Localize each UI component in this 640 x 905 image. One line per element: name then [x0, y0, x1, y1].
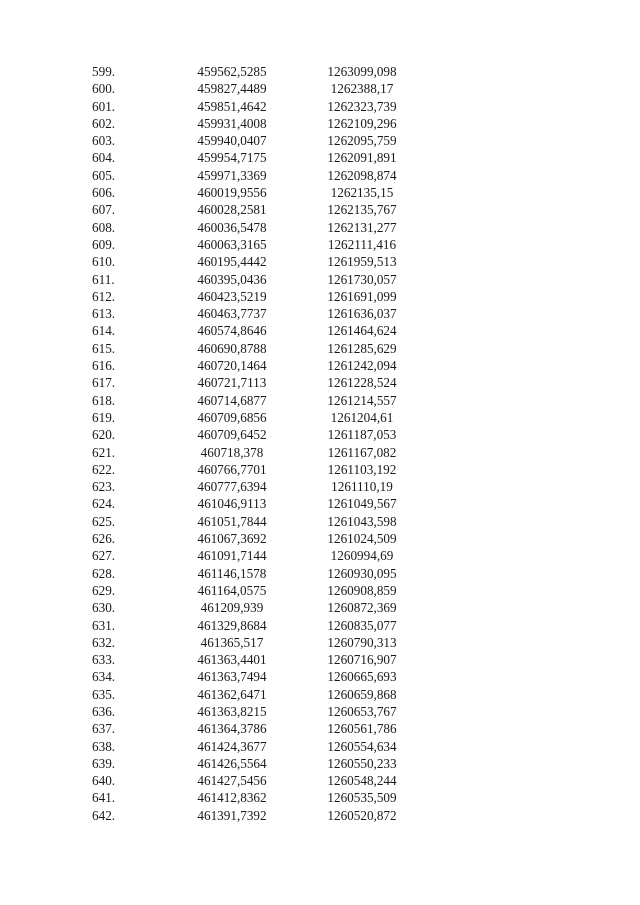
- point-number-cell: 620.: [92, 427, 116, 443]
- x-coordinate-cell: 460709,6856: [197, 409, 267, 425]
- x-coordinate-cell: 460720,1464: [197, 358, 267, 374]
- point-number-cell: 599.: [92, 64, 116, 79]
- x-coordinate-cell: 459827,4489: [197, 81, 267, 97]
- table-row: [0, 98, 640, 115]
- point-number-cell: 625.: [92, 513, 116, 529]
- x-coordinate-cell: 460463,7737: [197, 306, 267, 322]
- x-coordinate-cell: 460036,5478: [197, 219, 267, 235]
- table-row: [0, 495, 640, 512]
- x-coordinate-cell: 460709,6452: [197, 427, 267, 443]
- y-coordinate-cell: 1260872,369: [327, 600, 397, 616]
- x-coordinate-cell: 459971,3369: [197, 167, 267, 183]
- table-row: [0, 513, 640, 530]
- x-coordinate-cell: 460019,9556: [197, 185, 267, 201]
- y-coordinate-cell: 1260535,509: [327, 790, 397, 806]
- x-coordinate-cell: 460690,8788: [197, 340, 267, 356]
- y-coordinate-cell: 1261110,19: [331, 479, 393, 495]
- table-row: [0, 340, 640, 357]
- point-number-cell: 637.: [92, 721, 116, 737]
- y-coordinate-cell: 1260908,859: [327, 582, 397, 598]
- y-coordinate-cell: 1260994,69: [330, 548, 394, 564]
- x-coordinate-cell: 460721,7113: [197, 375, 267, 391]
- point-number-cell: 634.: [92, 669, 116, 685]
- table-row: [0, 547, 640, 564]
- table-row: [0, 80, 640, 97]
- x-coordinate-cell: 461146,1578: [197, 565, 267, 581]
- y-coordinate-cell: 1262091,891: [327, 150, 397, 166]
- y-coordinate-cell: 1261103,192: [327, 461, 397, 477]
- point-number-cell: 635.: [92, 686, 116, 702]
- x-coordinate-cell: 460028,2581: [197, 202, 267, 218]
- x-coordinate-cell: 461051,7844: [197, 513, 267, 529]
- table-row: [0, 392, 640, 409]
- y-coordinate-cell: 1261242,094: [327, 358, 397, 374]
- x-coordinate-cell: 460718,378: [200, 444, 264, 460]
- y-coordinate-cell: 1261636,037: [327, 306, 397, 322]
- table-row: [0, 374, 640, 391]
- x-coordinate-cell: 461091,7144: [197, 548, 267, 564]
- point-number-cell: 630.: [92, 600, 116, 616]
- point-number-cell: 613.: [92, 306, 116, 322]
- table-row: [0, 772, 640, 789]
- point-number-cell: 624.: [92, 496, 116, 512]
- point-number-cell: 609.: [92, 236, 116, 252]
- y-coordinate-cell: 1263099,098: [327, 64, 397, 79]
- y-coordinate-cell: 1261285,629: [327, 340, 397, 356]
- x-coordinate-cell: 460574,8646: [197, 323, 267, 339]
- table-row: [0, 305, 640, 322]
- x-coordinate-cell: 461427,5456: [197, 773, 267, 789]
- y-coordinate-cell: 1260790,313: [327, 634, 397, 650]
- point-number-cell: 610.: [92, 254, 116, 270]
- table-row: [0, 219, 640, 236]
- point-number-cell: 636.: [92, 703, 116, 719]
- y-coordinate-cell: 1262323,739: [327, 98, 397, 114]
- table-row: [0, 236, 640, 253]
- table-row: [0, 426, 640, 443]
- table-row: [0, 617, 640, 634]
- point-number-cell: 600.: [92, 81, 116, 97]
- table-row: [0, 668, 640, 685]
- y-coordinate-cell: 1262095,759: [327, 133, 397, 149]
- x-coordinate-cell: 461329,8684: [197, 617, 267, 633]
- x-coordinate-cell: 461365,517: [200, 634, 264, 650]
- y-coordinate-cell: 1261691,099: [327, 288, 397, 304]
- x-coordinate-cell: 459562,5285: [197, 64, 267, 79]
- y-coordinate-cell: 1261730,057: [327, 271, 397, 287]
- coordinate-table: [0, 63, 640, 824]
- y-coordinate-cell: 1260835,077: [327, 617, 397, 633]
- x-coordinate-cell: 461412,8362: [197, 790, 267, 806]
- y-coordinate-cell: 1262098,874: [327, 167, 397, 183]
- table-row: [0, 807, 640, 824]
- table-row: [0, 599, 640, 616]
- point-number-cell: 617.: [92, 375, 116, 391]
- point-number-cell: 640.: [92, 773, 116, 789]
- table-row: [0, 478, 640, 495]
- point-number-cell: 605.: [92, 167, 116, 183]
- table-row: [0, 738, 640, 755]
- x-coordinate-cell: 461209,939: [200, 600, 264, 616]
- y-coordinate-cell: 1262135,15: [330, 185, 394, 201]
- point-number-cell: 602.: [92, 115, 116, 131]
- point-number-cell: 612.: [92, 288, 116, 304]
- point-number-cell: 604.: [92, 150, 116, 166]
- y-coordinate-cell: 1262388,17: [330, 81, 394, 97]
- table-row: [0, 253, 640, 270]
- table-row: [0, 115, 640, 132]
- table-row: [0, 167, 640, 184]
- y-coordinate-cell: 1261464,624: [327, 323, 397, 339]
- table-row: [0, 686, 640, 703]
- x-coordinate-cell: 461046,9113: [197, 496, 267, 512]
- point-number-cell: 627.: [92, 548, 116, 564]
- y-coordinate-cell: 1262109,296: [327, 115, 397, 131]
- point-number-cell: 616.: [92, 358, 116, 374]
- table-row: [0, 184, 640, 201]
- point-number-cell: 639.: [92, 755, 116, 771]
- point-number-cell: 619.: [92, 409, 116, 425]
- table-row: [0, 634, 640, 651]
- x-coordinate-cell: 461067,3692: [197, 531, 267, 547]
- y-coordinate-cell: 1261187,053: [327, 427, 397, 443]
- x-coordinate-cell: 461424,3677: [197, 738, 267, 754]
- point-number-cell: 603.: [92, 133, 116, 149]
- x-coordinate-cell: 460714,6877: [197, 392, 267, 408]
- y-coordinate-cell: 1260930,095: [327, 565, 397, 581]
- point-number-cell: 606.: [92, 185, 116, 201]
- y-coordinate-cell: 1262131,277: [327, 219, 397, 235]
- y-coordinate-cell: 1261167,082: [327, 444, 397, 460]
- point-number-cell: 618.: [92, 392, 116, 408]
- table-row: [0, 444, 640, 461]
- table-row: [0, 461, 640, 478]
- table-row: [0, 322, 640, 339]
- table-row: [0, 720, 640, 737]
- x-coordinate-cell: 460766,7701: [197, 461, 267, 477]
- y-coordinate-cell: 1260548,244: [327, 773, 397, 789]
- table-row: [0, 201, 640, 218]
- table-row: [0, 651, 640, 668]
- y-coordinate-cell: 1261043,598: [327, 513, 397, 529]
- table-row: [0, 63, 640, 80]
- x-coordinate-cell: 461164,0575: [197, 582, 267, 598]
- y-coordinate-cell: 1260554,634: [327, 738, 397, 754]
- table-row: [0, 271, 640, 288]
- table-row: [0, 530, 640, 547]
- y-coordinate-cell: 1260665,693: [327, 669, 397, 685]
- point-number-cell: 611.: [92, 271, 115, 287]
- point-number-cell: 626.: [92, 531, 116, 547]
- table-row: [0, 132, 640, 149]
- y-coordinate-cell: 1260520,872: [327, 807, 397, 823]
- point-number-cell: 622.: [92, 461, 116, 477]
- point-number-cell: 633.: [92, 652, 116, 668]
- y-coordinate-cell: 1260659,868: [327, 686, 397, 702]
- y-coordinate-cell: 1261049,567: [327, 496, 397, 512]
- x-coordinate-cell: 461391,7392: [197, 807, 267, 823]
- y-coordinate-cell: 1261214,557: [327, 392, 397, 408]
- y-coordinate-cell: 1261959,513: [327, 254, 397, 270]
- y-coordinate-cell: 1260653,767: [327, 703, 397, 719]
- x-coordinate-cell: 460063,3165: [197, 236, 267, 252]
- x-coordinate-cell: 461363,4401: [197, 652, 267, 668]
- table-row: [0, 755, 640, 772]
- x-coordinate-cell: 461364,3786: [197, 721, 267, 737]
- x-coordinate-cell: 460777,6394: [197, 479, 267, 495]
- table-row: [0, 582, 640, 599]
- point-number-cell: 615.: [92, 340, 116, 356]
- x-coordinate-cell: 460195,4442: [197, 254, 267, 270]
- point-number-cell: 632.: [92, 634, 116, 650]
- point-number-cell: 621.: [92, 444, 116, 460]
- point-number-cell: 631.: [92, 617, 116, 633]
- x-coordinate-cell: 461362,6471: [197, 686, 267, 702]
- table-row: [0, 565, 640, 582]
- x-coordinate-cell: 460395,0436: [197, 271, 267, 287]
- y-coordinate-cell: 1260716,907: [327, 652, 397, 668]
- point-number-cell: 641.: [92, 790, 116, 806]
- table-row: [0, 409, 640, 426]
- y-coordinate-cell: 1261228,524: [327, 375, 397, 391]
- point-number-cell: 623.: [92, 479, 116, 495]
- x-coordinate-cell: 461426,5564: [197, 755, 267, 771]
- x-coordinate-cell: 459851,4642: [197, 98, 267, 114]
- y-coordinate-cell: 1262135,767: [327, 202, 397, 218]
- point-number-cell: 607.: [92, 202, 116, 218]
- table-row: [0, 288, 640, 305]
- x-coordinate-cell: 459931,4008: [197, 115, 267, 131]
- y-coordinate-cell: 1261204,61: [330, 409, 394, 425]
- table-row: [0, 789, 640, 806]
- point-number-cell: 629.: [92, 582, 116, 598]
- table-row: [0, 703, 640, 720]
- point-number-cell: 628.: [92, 565, 116, 581]
- point-number-cell: 638.: [92, 738, 116, 754]
- point-number-cell: 608.: [92, 219, 116, 235]
- x-coordinate-cell: 459954,7175: [197, 150, 267, 166]
- point-number-cell: 614.: [92, 323, 116, 339]
- x-coordinate-cell: 461363,7494: [197, 669, 267, 685]
- x-coordinate-cell: 461363,8215: [197, 703, 267, 719]
- x-coordinate-cell: 459940,0407: [197, 133, 267, 149]
- table-row: [0, 149, 640, 166]
- y-coordinate-cell: 1260550,233: [327, 755, 397, 771]
- point-number-cell: 601.: [92, 98, 116, 114]
- point-number-cell: 642.: [92, 807, 116, 823]
- y-coordinate-cell: 1262111,416: [327, 236, 397, 252]
- table-row: [0, 357, 640, 374]
- y-coordinate-cell: 1260561,786: [327, 721, 397, 737]
- y-coordinate-cell: 1261024,509: [327, 531, 397, 547]
- x-coordinate-cell: 460423,5219: [197, 288, 267, 304]
